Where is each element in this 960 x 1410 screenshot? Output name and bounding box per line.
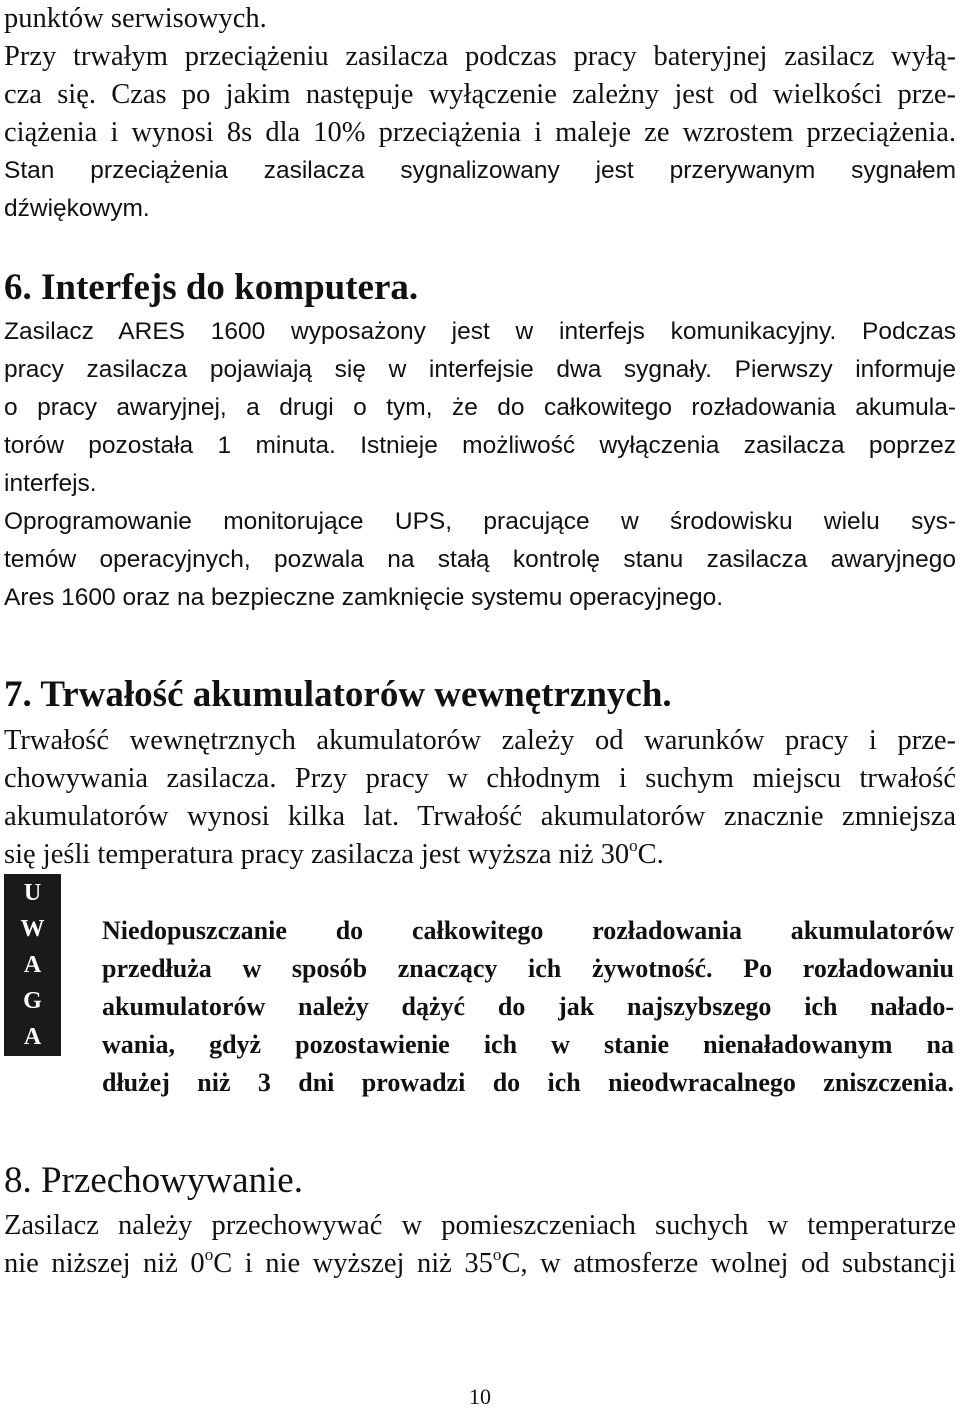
warning-line: wania, gdyż pozostawienie ich w stanie nienaładowanym na: [102, 1030, 954, 1059]
warning-label-box: [4, 874, 61, 1056]
warning-letter: A: [23, 952, 42, 978]
warning-line: dłużej niż 3 dni prowadzi do ich nieodwracalnego zniszczenia.: [102, 1068, 954, 1097]
warning-letter: U: [23, 880, 42, 906]
paragraph-line: interfejs.: [4, 470, 97, 497]
paragraph-line: ciążenia i wynosi 8s dla 10% przeciążenia i maleje ze wzrostem przeciążenia.: [4, 117, 956, 148]
warning-letter: W: [20, 916, 45, 942]
paragraph-line: chowywania zasilacza. Przy pracy w chłodnym i suchym miejscu trwałość: [4, 763, 956, 794]
intro-paragraph: [4, 0, 956, 228]
paragraph-line: temów operacyjnych, pozwala na stałą kontrolę stanu zasilacza awaryjnego: [4, 546, 956, 573]
paragraph-line: [4, 836, 956, 874]
paragraph-line: cza się. Czas po jakim następuje wyłączenie zależny jest od wielkości prze-: [4, 79, 956, 110]
page-number: 10: [469, 1384, 491, 1409]
paragraph-line: punktów serwisowych.: [4, 3, 267, 34]
warning-line: Niedopuszczanie do całkowitego rozładowania akumulatorów: [102, 916, 954, 945]
warning-text: [102, 912, 954, 1102]
paragraph-line: pracy zasilacza pojawiają się w interfejsie dwa sygnały. Pierwszy informuje: [4, 356, 956, 383]
paragraph-line: Stan przeciążenia zasilacza sygnalizowany jest przerywanym sygnałem: [4, 157, 956, 184]
section-8-body: [4, 1207, 956, 1283]
paragraph-line: Zasilacz ARES 1600 wyposażony jest w interfejs komunikacyjny. Podczas: [4, 318, 956, 345]
paragraph-line: [4, 1245, 956, 1283]
paragraph-line: Zasilacz należy przechowywać w pomieszczeniach suchych w temperaturze: [4, 1210, 956, 1241]
line-text: C, w atmosferze wolnej od substancji: [501, 1248, 957, 1279]
warning-letter: A: [23, 1024, 42, 1050]
paragraph-line: Przy trwałym przeciążeniu zasilacza podczas pracy bateryjnej zasilacz wyłą-: [4, 41, 956, 72]
paragraph-line: akumulatorów wynosi kilka lat. Trwałość akumulatorów znacznie zmniejsza: [4, 801, 956, 832]
section-8-heading: 8. Przechowywanie.: [4, 1160, 303, 1201]
paragraph-line: Oprogramowanie monitorujące UPS, pracujące w środowisku wielu sys-: [4, 508, 956, 535]
section-7-body: [4, 722, 956, 874]
warning-line: akumulatorów należy dążyć do jak najszybszego ich nałado-: [102, 992, 954, 1021]
paragraph-line: dźwiękowym.: [4, 195, 150, 222]
line-text: nie niższej niż 0: [4, 1248, 205, 1279]
section-6-body: [4, 313, 956, 617]
line-text: C.: [637, 839, 664, 870]
section-7-heading: 7. Trwałość akumulatorów wewnętrznych.: [4, 674, 672, 715]
paragraph-line: o pracy awaryjnej, a drugi o tym, że do całkowitego rozładowania akumula-: [4, 394, 956, 421]
degree-sign: o: [492, 1245, 502, 1265]
line-text: się jeśli temperatura pracy zasilacza jest wyższa niż 30: [4, 839, 630, 870]
section-6-heading: 6. Interfejs do komputera.: [4, 267, 419, 308]
line-text: C i nie wyższej niż 35: [213, 1248, 493, 1279]
warning-letter: G: [23, 988, 42, 1014]
degree-sign: o: [204, 1245, 214, 1265]
warning-line: przedłuża w sposób znaczący ich żywotność. Po rozładowaniu: [102, 954, 954, 983]
degree-sign: o: [629, 836, 638, 856]
paragraph-line: Ares 1600 oraz na bezpieczne zamknięcie systemu operacyjnego.: [4, 584, 724, 611]
paragraph-line: Trwałość wewnętrznych akumulatorów zależy od warunków pracy i prze-: [4, 725, 956, 756]
paragraph-line: torów pozostała 1 minuta. Istnieje możliwość wyłączenia zasilacza poprzez: [4, 432, 956, 459]
